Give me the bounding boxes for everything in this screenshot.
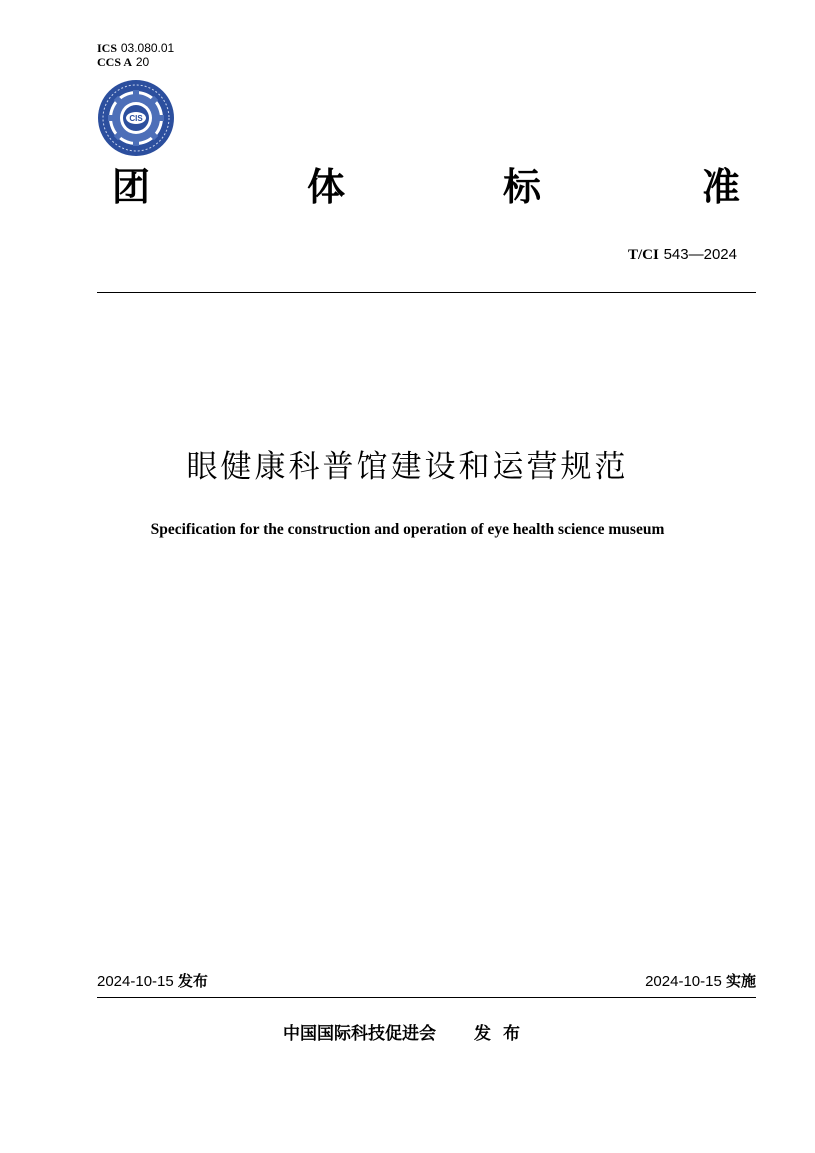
ccs-value: 20: [135, 55, 150, 69]
doc-type-char-2: 体: [307, 165, 346, 209]
ccs-code-line: [97, 55, 149, 69]
implement-date: 2024-10-15: [645, 973, 722, 990]
publisher-action: 发布: [474, 1024, 532, 1044]
title-chinese: 眼健康科普馆建设和运营规范: [186, 449, 629, 485]
standard-number: [628, 244, 737, 265]
publisher-line: [0, 1022, 815, 1046]
doc-type-char-4: 准: [702, 165, 741, 209]
publish-label: 发布: [177, 972, 208, 990]
footer-divider: [97, 997, 756, 998]
logo-text: CIS: [129, 114, 143, 123]
publisher-name: 中国国际科技促进会: [283, 1024, 436, 1044]
ics-value: 03.080.01: [120, 41, 175, 55]
implement-date-line: [645, 971, 756, 992]
ics-code-line: [97, 41, 174, 55]
publish-date-line: [97, 971, 208, 992]
standard-code: 543—2024: [663, 246, 737, 263]
publish-date: 2024-10-15: [97, 973, 174, 990]
organization-logo: [97, 79, 175, 157]
implement-label: 实施: [725, 972, 756, 990]
title-english: Specification for the construction and operation of eye health science museum: [150, 521, 665, 538]
ics-label: ICS: [97, 41, 118, 55]
header-divider: [97, 292, 756, 293]
ccs-label: CCS A: [97, 55, 133, 69]
standard-prefix: T/CI: [627, 247, 659, 263]
doc-type-char-3: 标: [503, 165, 542, 209]
doc-type-char-1: 团: [112, 165, 151, 209]
